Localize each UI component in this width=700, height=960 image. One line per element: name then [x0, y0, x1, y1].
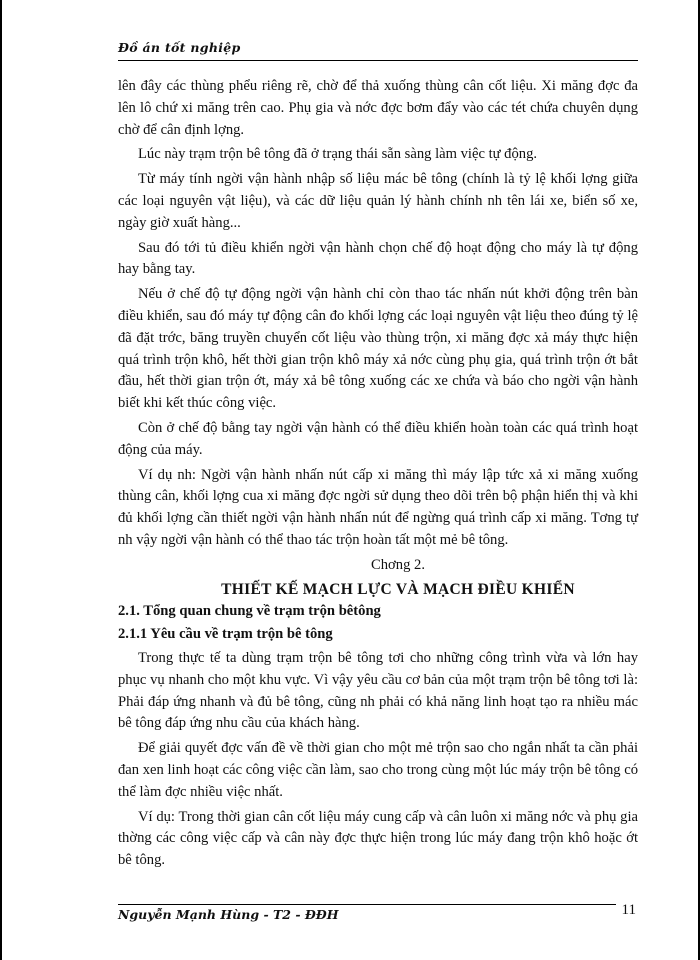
- chapter-label: Chơng 2.: [371, 556, 425, 573]
- paragraph: Nếu ở chế độ tự động ngời vận hành chỉ còn thao tác nhấn nút khởi động trên bàn điều khiển, sau đó máy tự động cân đo khối lợng các loại nguyên vật liệu theo đúng tỷ lệ đã đặt trớc, băng truyền chuyển cốt liệu vào thùng trộn, xi măng đợc xả máy thực hiện quá trình trộn khô, hết thời gian trộn khô máy xả nớc cùng phụ gia, quá trình trộn ớt bắt đầu, hết thời gian trộn ớt, máy xả bê tông xuống các xe chứa và báo cho ngời vận hành biết khi kết thúc công việc.: [118, 286, 638, 412]
- section-heading: 2.1. Tổng quan chung về trạm trộn bêtông: [118, 603, 381, 620]
- paragraph: Còn ở chế độ bằng tay ngời vận hành có thể điều khiển hoàn toàn các quá trình hoạt động của máy.: [118, 419, 638, 458]
- paragraph: Ví dụ: Trong thời gian cân cốt liệu máy cung cấp và cân luôn xi măng nớc và phụ gia thờng các công việc cấp và cân này đợc thực hiện trong lúc máy đang trộn khô hoặc ớt bê tông.: [118, 808, 638, 869]
- page-footer: [118, 904, 638, 934]
- page-header: [118, 36, 638, 61]
- subsection-heading: 2.1.1 Yêu cầu về trạm trộn bê tông: [118, 626, 333, 643]
- footer-divider: [118, 904, 616, 905]
- paragraph: Để giải quyết đợc vấn đề về thời gian cho một mẻ trộn sao cho ngắn nhất ta cần phải đan xen linh hoạt các công việc cần làm, sao cho trong cùng một lúc máy trộn bê tông có thể làm đợc nhiều việc nhất.: [118, 740, 638, 800]
- paragraph: Sau đó tới tủ điều khiển ngời vận hành chọn chế độ hoạt động cho máy là tự động hay bằng tay.: [118, 239, 638, 278]
- chapter-title: THIẾT KẾ MẠCH LỰC VÀ MẠCH ĐIỀU KHIỂN: [221, 580, 575, 598]
- paragraph: Ví dụ nh: Ngời vận hành nhấn nút cấp xi măng thì máy lập tức xả xi măng xuống thùng cân, khối lợng cua xi măng đợc ngời sử dụng theo dõi trên bộ phận hiển thị và khi đủ khối lợng cần thiết ngời vận hành nhấn nút để ngừng quá trình cấp xi măng. Tơng tự nh vậy ngời vận hành có thể thao tác trộn hoàn tất một mẻ bê tông.: [118, 466, 638, 548]
- page-number: 11: [621, 902, 636, 918]
- header-title: Đồ án tốt nghiệp: [118, 40, 241, 55]
- paragraph: Trong thực tế ta dùng trạm trộn bê tông tơi cho những công trình vừa và lớn hay phục vụ nhanh cho một khu vực. Vì vậy yêu cầu cơ bản của một trạm trộn bê tông tơi là: Phải đáp ứng nhanh và đủ bê tông, cũng nh phải có khả năng linh hoạt tạo ra nhiều mác bê tông đáp ứng nhu cầu của khách hàng.: [118, 649, 638, 732]
- footer-author: Nguyễn Mạnh Hùng - T2 - ĐĐH: [118, 907, 339, 922]
- paragraph: Từ máy tính ngời vận hành nhập số liệu mác bê tông (chính là tỷ lệ khối lợng giữa các loại nguyên vật liệu), và các dữ liệu quản lý hành chính nh tên lái xe, biển số xe, ngày giờ xuất hàng...: [118, 171, 638, 231]
- paragraph: Lúc này trạm trộn bê tông đã ở trạng thái sẵn sàng làm việc tự động.: [138, 146, 538, 163]
- document-body: [118, 76, 638, 875]
- paragraph: lên đây các thùng phểu riêng rẽ, chờ để thả xuống thùng cân cốt liệu. Xi măng đợc đa lên lô chứ xi măng trên cao. Phụ gia và nớc đợc bơm đẩy vào các tét chứa chuyên dụng chờ để cân định lợng.: [118, 78, 638, 138]
